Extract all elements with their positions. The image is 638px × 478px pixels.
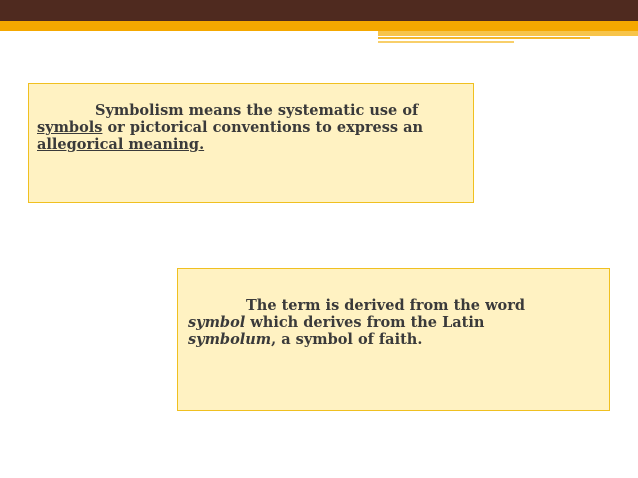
text-line [37, 102, 467, 119]
symbols-link[interactable]: symbols [37, 119, 103, 136]
definition-line-1: Symbolism means the systematic use of [95, 102, 419, 119]
definition-textbox [28, 83, 474, 203]
text-line [37, 119, 467, 136]
text-line [37, 136, 467, 153]
header-accent-sub-stripe [378, 31, 638, 36]
allegorical-meaning-link[interactable]: allegorical meaning. [37, 136, 205, 153]
header-accent-line [378, 37, 590, 39]
definition-line-2: or pictorical conventions to express an [102, 119, 424, 136]
etymology-textbox [177, 268, 610, 411]
text-line [188, 314, 603, 331]
text-line [188, 297, 603, 314]
header-accent-line [378, 41, 514, 43]
etymology-line-2: which derives from the Latin [245, 314, 485, 331]
text-line [188, 331, 603, 348]
header-accent-stripe [0, 21, 638, 31]
etymology-line-1: The term is derived from the word [246, 297, 526, 314]
etymology-line-3: , a symbol of faith. [271, 331, 423, 348]
term-symbol: symbol [188, 314, 246, 331]
header-bar [0, 0, 638, 21]
term-symbolum: symbolum [188, 331, 272, 348]
